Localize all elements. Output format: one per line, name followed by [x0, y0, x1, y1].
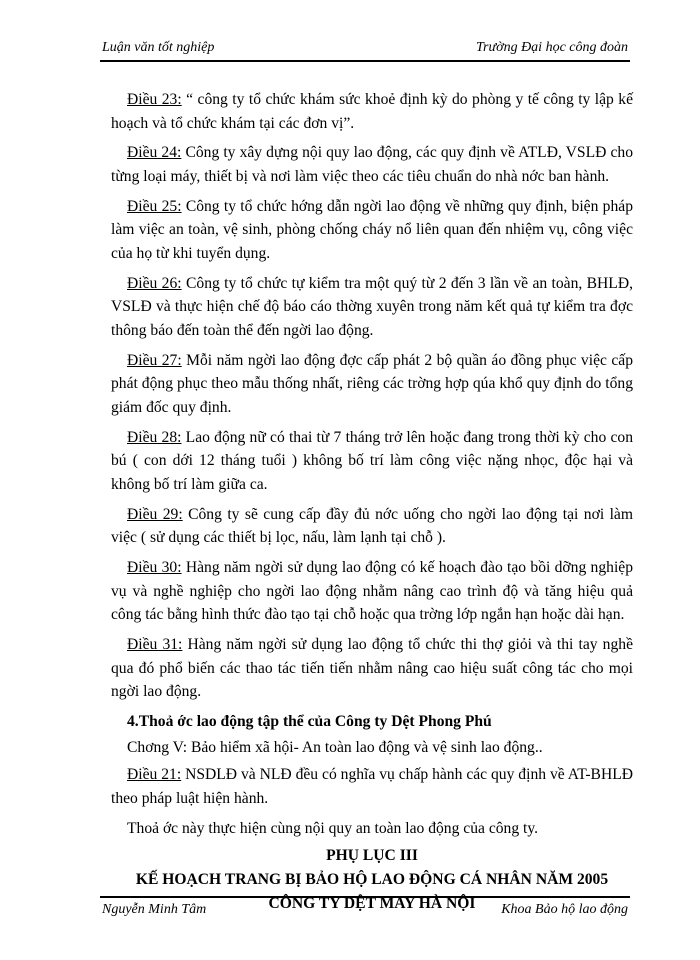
- article-label: Điều 25:: [127, 197, 182, 215]
- footer-left-text: Nguyễn Minh Tâm: [102, 902, 207, 917]
- article-23: [111, 88, 633, 135]
- closing-line: Thoả ớc này thực hiện cùng nội quy an toàn lao động của công ty.: [127, 819, 539, 837]
- article-text: Công ty xây dựng nội quy lao động, các quy định về ATLĐ, VSLĐ cho từng loại máy, thiết bị và nơi làm việc theo các tiêu chuẩn do nhà nớc ban hành.: [111, 144, 634, 185]
- page-body: [111, 88, 633, 916]
- article-label: Điều 31:: [127, 635, 183, 653]
- article-26: [111, 272, 633, 343]
- article-29: [111, 503, 633, 550]
- appendix-title: PHỤ LỤC III: [326, 847, 418, 865]
- appendix-subtitle: KẾ HOẠCH TRANG BỊ BẢO HỘ LAO ĐỘNG CÁ NHÂN NĂM 2005: [135, 871, 609, 889]
- page-footer: [100, 896, 630, 920]
- article-text: Công ty tổ chức hớng dẫn ngời lao động về những quy định, biện pháp làm việc an toàn, vệ sinh, phòng chống cháy nổ liên quan đến nhiệm vụ, công việc của họ từ khi tuyển dụng.: [111, 197, 633, 262]
- article-text: Công ty sẽ cung cấp đầy đủ nớc uống cho ngời lao động tại nơi làm việc ( sử dụng các thiết bị lọc, nấu, làm lạnh tại chỗ ).: [111, 505, 633, 547]
- chapter-line: Chơng V: Bảo hiểm xã hội- An toàn lao động và vệ sinh lao động..: [127, 738, 543, 756]
- article-label: Điều 23:: [127, 91, 182, 108]
- article-text: Lao động nữ có thai từ 7 tháng trở lên hoặc đang trong thời kỳ cho con bú ( con dới 12 tháng tuổi ) không bố trí làm công việc nặng nhọc, độc hại và không bố trí làm giữa ca.: [111, 428, 633, 493]
- article-31: [111, 633, 633, 704]
- page-header: [100, 38, 630, 62]
- article-label: Điều 26:: [127, 274, 182, 292]
- footer-right-text: Khoa Bảo hộ lao động: [501, 902, 628, 917]
- article-28: [111, 426, 633, 497]
- article-text: Mỗi năm ngời lao động đợc cấp phát 2 bộ quần áo đồng phục việc cấp phát động phục theo mẫu thống nhất, riêng các trờng hợp qúa khổ quy định do tổng giám đốc quy định.: [111, 351, 633, 416]
- article-label: Điều 27:: [127, 351, 182, 369]
- article-label: Điều 28:: [127, 428, 182, 446]
- article-label: Điều 21:: [127, 766, 182, 784]
- article-label: Điều 30:: [127, 559, 182, 576]
- article-21: [111, 763, 633, 810]
- header-right-text: Trường Đại học công đoàn: [476, 40, 628, 55]
- article-label: Điều 24:: [127, 144, 182, 162]
- article-text: Hàng năm ngời sử dụng lao động có kế hoạch đào tạo bồi dỡng nghiệp vụ và nghề nghiệp cho ngời lao động nhằm nâng cao trình độ và tăng hiệu quả công tác bằng hình thức đào tạo tại chỗ hoặc qua trờng lớp ngắn hạn hoặc dài hạn.: [111, 559, 633, 624]
- article-label: Điều 29:: [127, 505, 183, 523]
- section-heading: 4.Thoả ớc lao động tập thể của Công ty Dệt Phong Phú: [127, 712, 492, 730]
- article-27: [111, 349, 633, 420]
- article-text: Hàng năm ngời sử dụng lao động tổ chức thi thợ giỏi và thi tay nghề qua đó phổ biến các thao tác tiến tiến nhằm nâng cao hiệu suất công tác cho mọi ngời lao động.: [111, 635, 633, 701]
- article-text: Công ty tổ chức tự kiểm tra một quý từ 2 đến 3 lần về an toàn, BHLĐ, VSLĐ và thực hiện chế độ báo cáo thờng xuyên trong năm kết quả tự kiểm tra đợc thông báo đến toàn thể đến ngời lao động.: [111, 274, 633, 339]
- article-25: [111, 195, 633, 266]
- article-24: [111, 141, 633, 188]
- article-text: “ công ty tổ chức khám sức khoẻ định kỳ do phòng y tế công ty lập kế hoạch và tổ chức khám tại các đơn vị”.: [111, 91, 634, 132]
- header-left-text: Luận văn tốt nghiệp: [102, 40, 215, 55]
- article-text: NSDLĐ và NLĐ đều có nghĩa vụ chấp hành các quy định về AT-BHLĐ theo pháp luật hiện hành.: [111, 766, 633, 807]
- article-30: [111, 556, 633, 627]
- appendix-company: CÔNG TY DỆT MAY HÀ NỘI: [268, 895, 476, 913]
